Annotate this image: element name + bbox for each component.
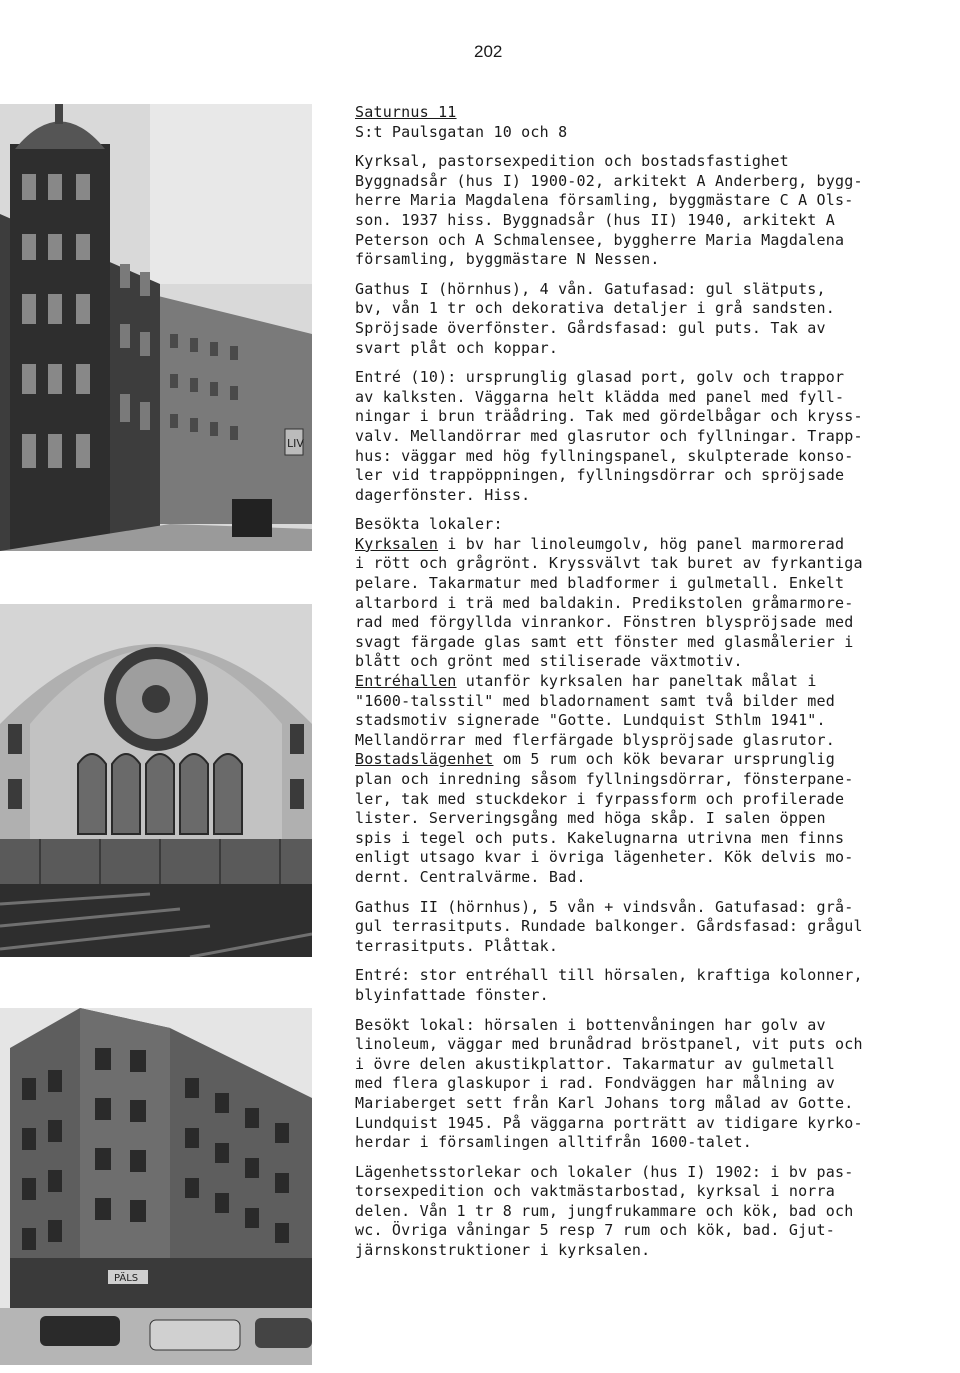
paragraph-lagenhetsstorlekar: Lägenhetsstorlekar och lokaler (hus I) 1902: i bv pas- torsexpedition och vaktmästarbostad, kyrksal i norra delen. Vån 1 tr 8 rum, jungfrukammare och kök, bad och wc. Övriga våningar 5 resp 7 rum och kök, bad. Gjut- järnskonstruktioner i kyrksalen. <box>355 1162 854 1260</box>
term-bostadslagenhet: Bostadslägenhet <box>355 750 494 769</box>
paragraph-gathus-2: Gathus II (hörnhus), 5 vån + vindsvån. Gatufasad: grå- gul terrasitputs. Rundade balkonger. Gårdsfasad: grågul terrasitputs. Plåttak. <box>355 897 863 955</box>
paragraph-kyrksalen: Kyrksalen i bv har linoleumgolv, hög panel marmorerad i rött och grågrönt. Kryssvälvt tak buret av fyrkantiga pelare. Takarmatur med bladformer i gulmetall. Enkelt altarbord i trä med baldakin. Predikstolen gråmarmore- rad med förgyllda vinrankor. Fönstren blyspröjsade med svagt färgade glas samt ett fönster med glasmålerier i blått och grönt med stiliserade växtmotiv. <box>355 534 863 671</box>
church-exterior-photo <box>0 104 312 551</box>
church-interior-photo <box>0 604 312 957</box>
page-number: 202 <box>474 42 503 61</box>
apartment-building-photo <box>0 1008 312 1365</box>
property-address: S:t Paulsgatan 10 och 8 <box>355 122 568 141</box>
paragraph-gathus-1: Gathus I (hörnhus), 4 vån. Gatufasad: gul slätputs, bv, vån 1 tr och dekorativa detaljer i grå sandsten. Spröjsade överfönster. Gårdsfasad: gul puts. Tak av svart plåt och koppar. <box>355 279 835 357</box>
term-kyrksalen: Kyrksalen <box>355 534 439 553</box>
paragraph-horsalen: Besökt lokal: hörsalen i bottenvåningen har golv av linoleum, väggar med brunådrad bröstpanel, vit puts och i övre delen akustikplattor. Takarmatur av gulmetall med flera glaskupor i rad. Fondväggen har målning av Mariaberget sett från Karl Johans torg målad av Gotte. Lundquist 1945. På väggarna porträtt av tidigare kyrko- herdar i församlingen alltifrån 1600-talet. <box>355 1015 863 1152</box>
paragraph-entrehallen: Entréhallen utanför kyrksalen har paneltak målat i "1600-talsstil" med bladornament samt två bilder med stadsmotiv signerade "Gotte. Lundquist Sthlm 1941". Mellandörrar med flerfärgade blyspröjsade glasrutor. <box>355 672 835 749</box>
text-column <box>355 103 935 1271</box>
term-entrehallen: Entréhallen <box>355 672 457 691</box>
visited-premises-heading: Besökta lokaler: <box>355 515 503 534</box>
paragraph-bostadslagenhet: Bostadslägenhet om 5 rum och kök bevarar ursprunglig plan och inredning såsom fyllningsdörrar, fönsterpane- ler, tak med stuckdekor i fyrpassform och profilerade lister. Serveringsgång med höga skåp. I salen öppen spis i tegel och puts. Kakelugnarna utrivna men finns enligt utsago kvar i övriga lägenheter. Kök delvis mo- dernt. Centralvärme. Bad. <box>355 750 854 886</box>
pals-sign: PÄLS <box>114 1273 139 1284</box>
paragraph-building-history: Kyrksal, pastorsexpedition och bostadsfastighet Byggnadsår (hus I) 1900-02, arkitekt A Anderberg, bygg- herre Maria Magdalena församling, byggmästare C A Ols- son. 1937 hiss. Byggnadsår (hus II) 1940, arkitekt A Peterson och A Schmalensee, byggherre Maria Magdalena församling, byggmästare N Nessen. <box>355 152 863 269</box>
property-title: Saturnus 11 <box>355 103 457 121</box>
paragraph-entre-horsal: Entré: stor entréhall till hörsalen, kraftiga kolonner, blyinfattade fönster. <box>355 966 863 1004</box>
liv-sign: LIV <box>287 437 304 450</box>
paragraph-entre-10: Entré (10): ursprunglig glasad port, golv och trappor av kalksten. Väggarna helt klädda med panel med fyll- ningar i brun träådring. Tak med gördelbågar och kryss- valv. Mellandörrar med glasrutor och fyllningar. Trapp- hus: väggar med hög fyllningspanel, skulpterade konso- ler vid trappöppningen, fyllningsdörrar och spröjsade dagerfönster. Hiss. <box>355 368 863 504</box>
